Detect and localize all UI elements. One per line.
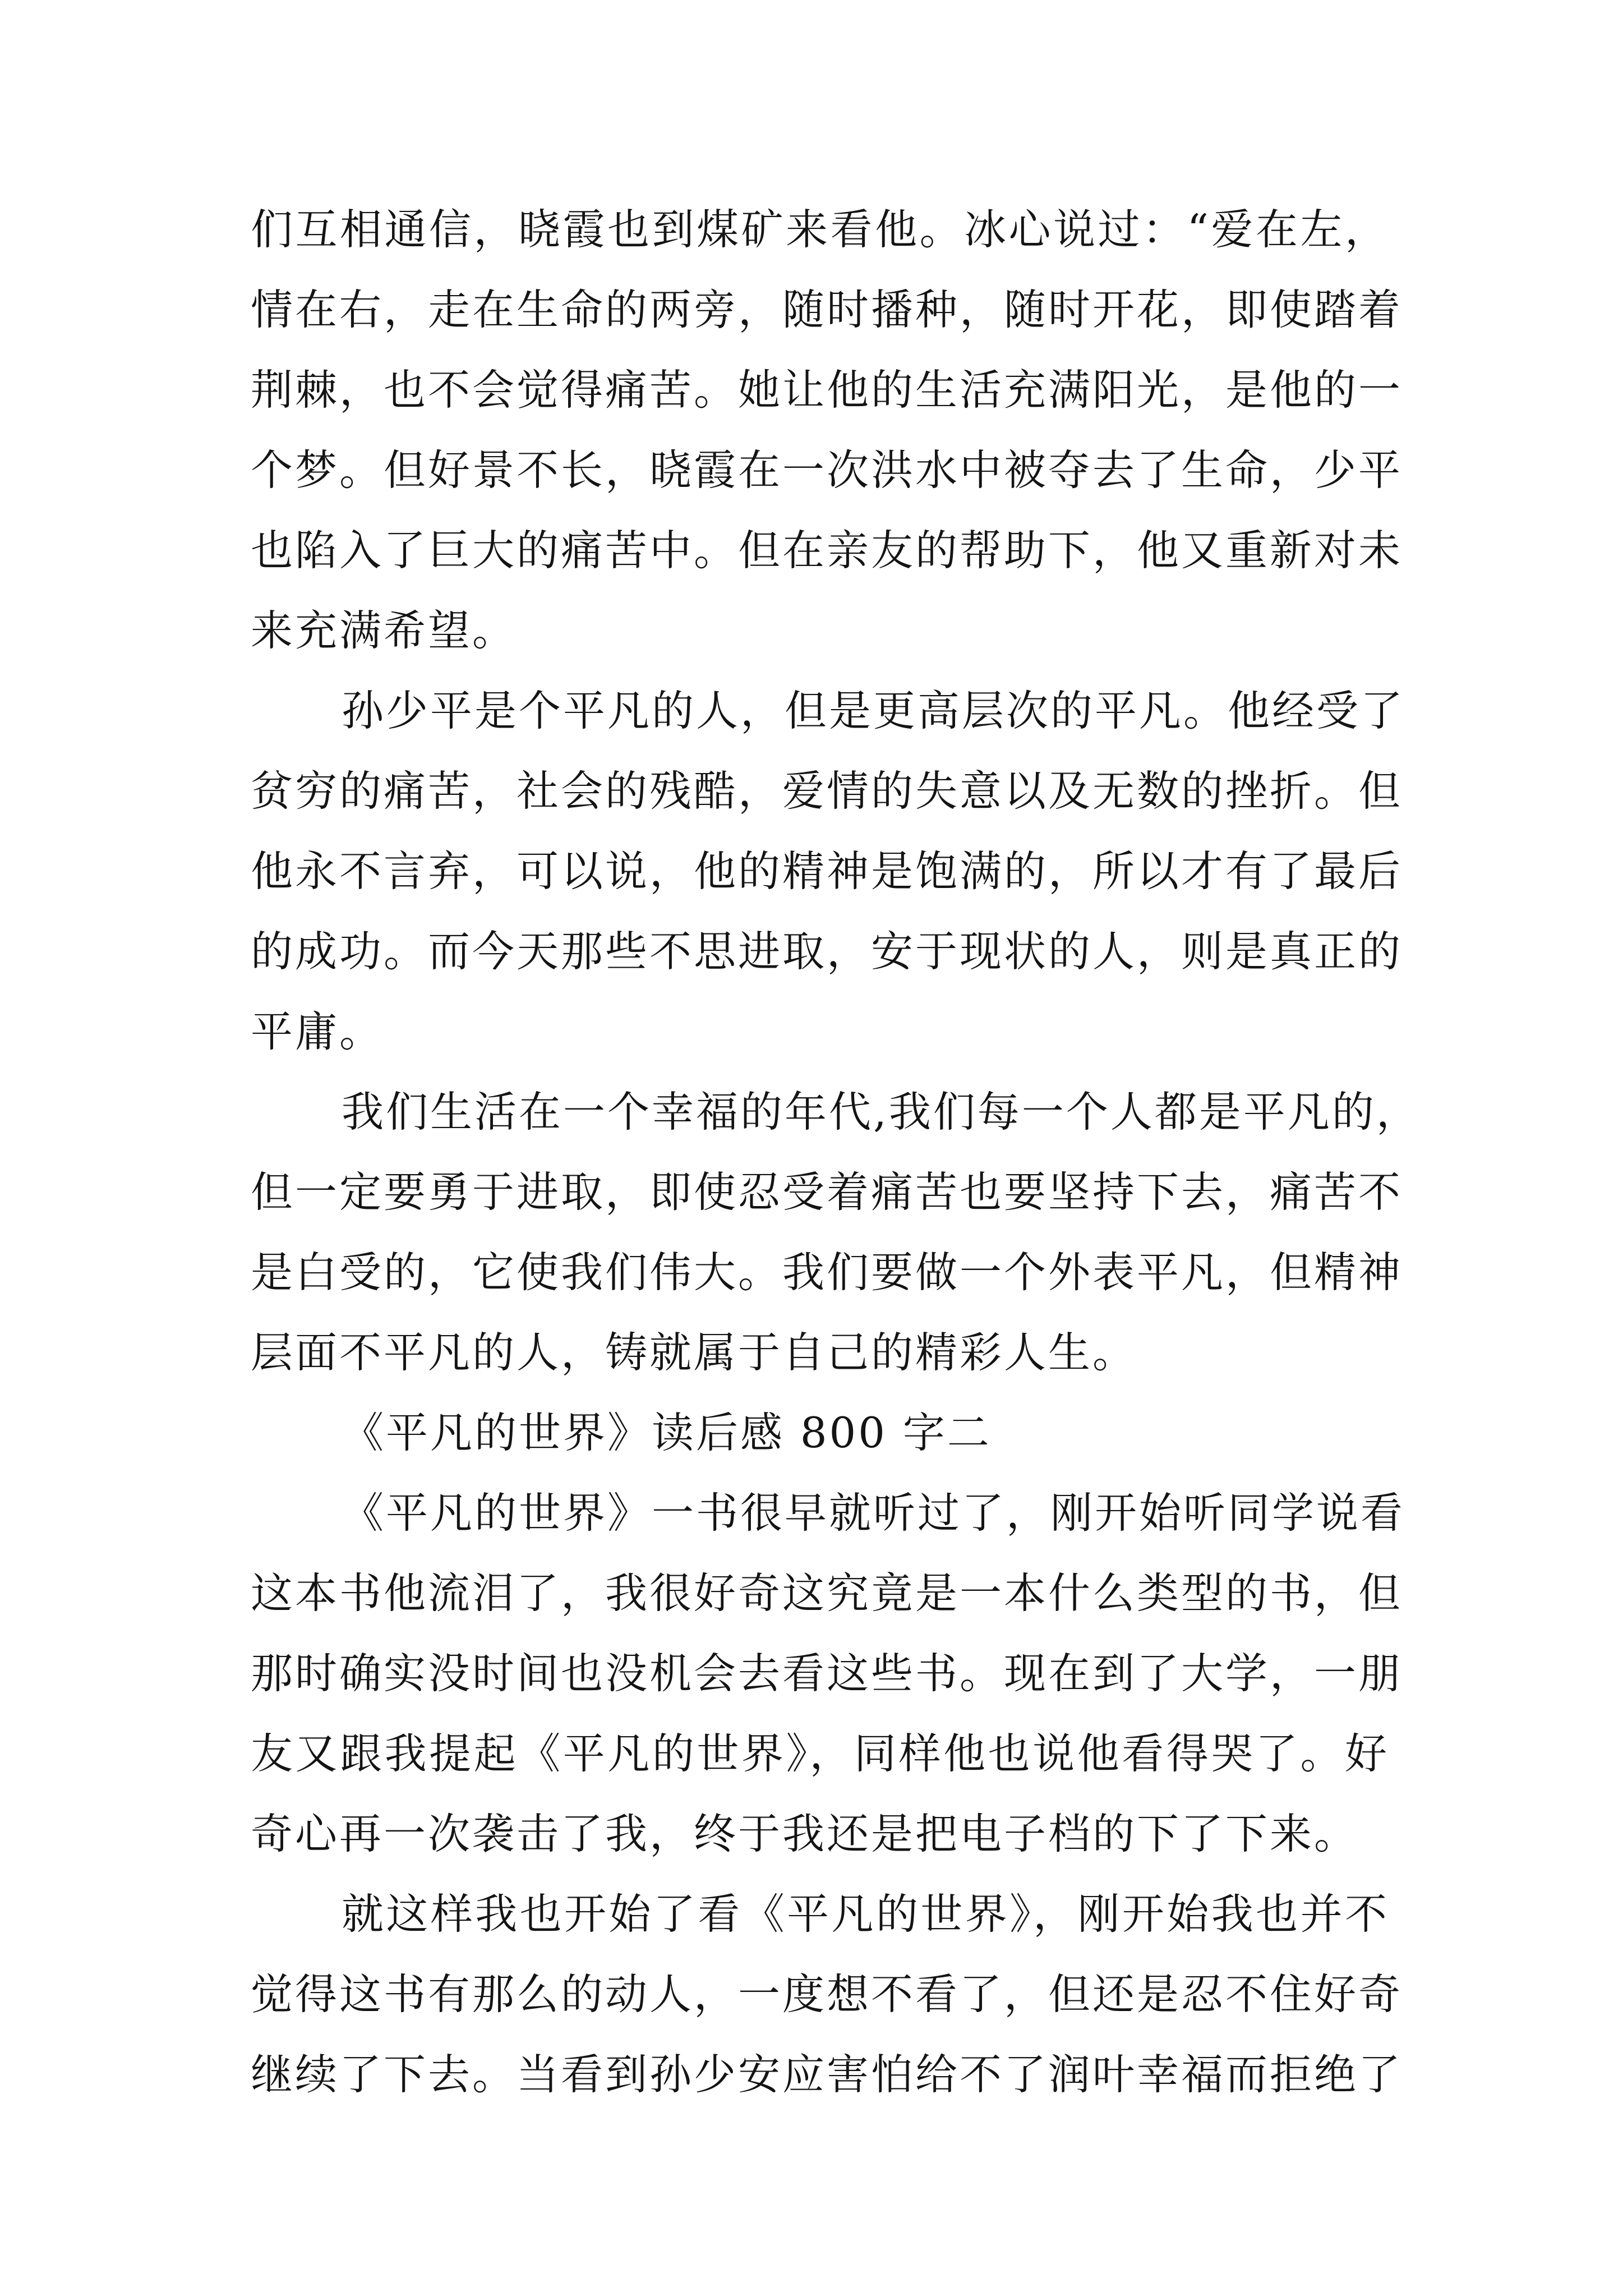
text-line: 是白受的，它使我们伟大。我们要做一个外表平凡，但精神 [251,1248,1403,1297]
document-body [251,190,1421,2115]
text-line: 那时确实没时间也没机会去看这些书。现在到了大学，一朋 [251,1649,1403,1698]
paragraph-2 [251,671,1405,1072]
text-line: 贫穷的痛苦，社会的残酷，爱情的失意以及无数的挫折。但 [251,766,1403,816]
text-line: 继续了下去。当看到孙少安应害怕给不了润叶幸福而拒绝了 [251,2050,1403,2099]
text-line: 但一定要勇于进取，即使忍受着痛苦也要坚持下去，痛苦不 [251,1167,1403,1217]
text-line: 们互相通信，晓霞也到煤矿来看他。冰心说过：“爱在左， [251,205,1389,254]
text-line: 的成功。而今天那些不思进取，安于现状的人，则是真正的 [251,927,1403,976]
text-line: 奇心再一次袭击了我，终于我还是把电子档的下了下来。 [251,1809,1359,1858]
heading-text: 《平凡的世界》读后感 800 字二 [342,1408,992,1457]
text-line: 就这样我也开始了看《平凡的世界》，刚开始我也并不 [342,1889,1389,1939]
text-line: 他永不言弃，可以说，他的精神是饱满的，所以才有了最后 [251,846,1403,896]
text-line: 也陷入了巨大的痛苦中。但在亲友的帮助下，他又重新对未 [251,526,1403,575]
paragraph-4 [251,1473,1405,1874]
text-line: 荆棘，也不会觉得痛苦。她让他的生活充满阳光，是他的一 [251,365,1403,415]
text-line: 这本书他流泪了，我很好奇这究竟是一本什么类型的书，但 [251,1568,1403,1618]
text-line: 个梦。但好景不长，晓霞在一次洪水中被夺去了生命，少平 [251,445,1403,495]
section-heading [251,1393,1389,1473]
text-line: 觉得这书有那么的动人，一度想不看了，但还是忍不住好奇 [251,1970,1403,2019]
text-line: 友又跟我提起《平凡的世界》，同样他也说他看得哭了。好 [251,1729,1389,1778]
text-line: 《平凡的世界》一书很早就听过了，刚开始听同学说看 [342,1488,1405,1538]
text-line: 我们生活在一个幸福的年代,我们每一个人都是平凡的， [342,1087,1421,1137]
text-line: 层面不平凡的人，铸就属于自己的精彩人生。 [251,1328,1137,1377]
text-line: 孙少平是个平凡的人，但是更高层次的平凡。他经受了 [342,686,1405,735]
paragraph-5 [251,1874,1403,2115]
paragraph-3 [251,1072,1421,1393]
text-line: 平庸。 [251,1007,384,1056]
paragraph-1 [251,190,1403,671]
text-line: 情在右，走在生命的两旁，随时播种，随时开花，即使踏着 [251,285,1403,334]
text-line: 来充满希望。 [251,606,517,655]
